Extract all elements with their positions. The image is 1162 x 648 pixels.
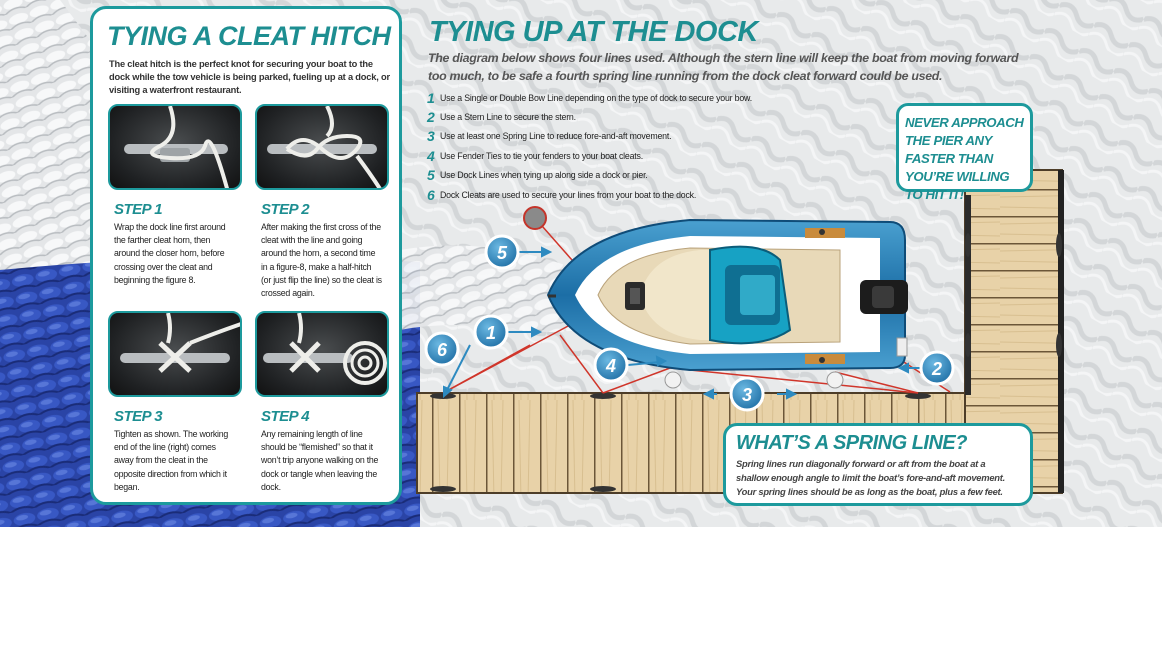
dock-title: TYING UP AT THE DOCK (429, 16, 758, 48)
step-1-text: Wrap the dock line first around the farther cleat horn, then around the closer horn, before crossing over the cleat and beginning the figure 8. (114, 222, 226, 285)
badge-2-label: 2 (931, 359, 943, 379)
step-2-text: After making the first cross of the cleat with the line and going around the horn, a second time in a figure-8, make a half-hitch (or just flip the line) so the cleat is crossed again. (261, 222, 382, 299)
step-3-title: STEP 3 (114, 408, 163, 425)
badge-1 (475, 316, 507, 348)
list-item (427, 107, 752, 126)
warning-text: NEVER APPROACH THE PIER ANY FASTER THAN YOU’RE WILLING TO HIT IT! (905, 115, 1024, 202)
list-item-number: 6 (427, 186, 435, 203)
spring-line-callout (723, 423, 1033, 506)
list-item (427, 127, 752, 146)
cleat-hitch-intro: The cleat hitch is the perfect knot for securing your boat to the dock while the tow vehicle is being parked, fueling up at a dock, or visiting a waterfront restaurant. (109, 59, 390, 95)
list-item (427, 88, 752, 107)
dock-intro: The diagram below shows four lines used. Although the stern line will keep the boat from moving forward too much, to be safe a fourth spring line running from the dock cleat forward could be used. (428, 51, 1019, 83)
list-item-text: Use at least one Spring Line to reduce fore-and-aft movement. (440, 131, 672, 142)
spring-line-title: WHAT’S A SPRING LINE? (736, 432, 967, 454)
dock-line-list (427, 88, 752, 204)
list-item-text: Use a Single or Double Bow Line depending on the type of dock to secure your bow. (440, 92, 752, 103)
list-item (427, 166, 752, 185)
badge-2 (921, 352, 953, 384)
badge-3 (731, 378, 763, 410)
badge-4-label: 4 (605, 356, 617, 376)
badge-6-label: 6 (436, 340, 448, 360)
step-3-text: Tighten as shown. The working end of the line (right) comes away from the cleat in the opposite direction from which it began. (114, 429, 229, 492)
warning-callout (896, 103, 1033, 202)
step-4-title: STEP 4 (261, 408, 310, 425)
step-1-title: STEP 1 (114, 201, 163, 218)
list-item (427, 185, 752, 204)
list-item-text: Use a Stern Line to secure the stern. (440, 112, 576, 123)
step-4-text: Any remaining length of line should be “flemished” so that it won’t trip anyone walking on the dock or tangle when leaving the dock. (261, 429, 379, 492)
badge-5-label: 5 (496, 243, 508, 263)
list-item-number: 5 (427, 167, 435, 184)
list-item-number: 1 (427, 89, 435, 106)
list-item-number: 3 (427, 128, 435, 145)
list-item-text: Use Fender Ties to tie your fenders to your boat cleats. (440, 150, 643, 161)
list-item (427, 146, 752, 165)
step-2-title: STEP 2 (261, 201, 310, 218)
badge-1-label: 1 (485, 323, 497, 343)
list-item-number: 4 (427, 147, 435, 164)
list-item-number: 2 (427, 109, 435, 126)
badge-4 (595, 349, 627, 381)
badge-3-label: 3 (741, 385, 753, 405)
list-item-text: Dock Cleats are used to secure your lines from your boat to the dock. (440, 189, 697, 200)
list-item-text: Use Dock Lines when tying up along side a dock or pier. (440, 170, 648, 181)
spring-line-text: Spring lines run diagonally forward or aft from the boat at a shallow enough angle to limit the boat’s fore-and-aft movement. Your spring lines should be as long as the boat, plus a few feet. (736, 458, 1005, 497)
badge-6 (426, 333, 458, 365)
badge-5 (486, 236, 518, 268)
cleat-hitch-title: TYING A CLEAT HITCH (107, 21, 391, 51)
